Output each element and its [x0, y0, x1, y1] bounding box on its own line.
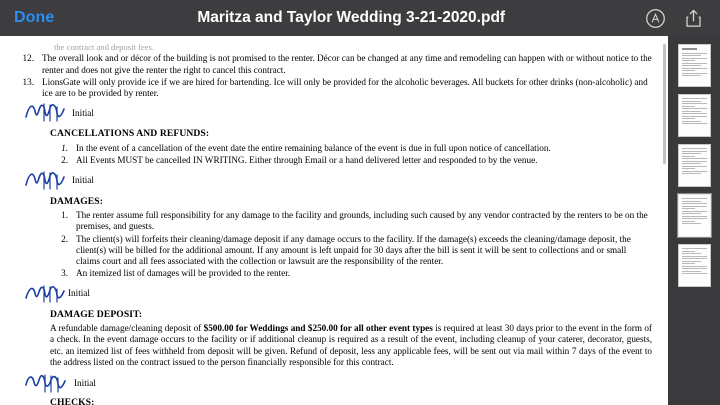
- list-item-text: LionsGate will only provide ice if we are hired for bartending. Ice will only be provided for the alcoholic beverages. All buckets for other drinks (non-alcoholic) and ice are to be provided by renter.: [42, 76, 648, 99]
- list-item: [50, 210, 652, 232]
- list-item: [16, 53, 652, 75]
- list-item-number: 2.: [61, 233, 68, 244]
- damage-deposit-text-after: is required at least 30 days prior to the event in the form of a check. In the event damage occurs to the facility or if additional cleanup is required as a result of the event, including cleanup of your caterer, decorator, guests, etc. an itemized list of fees withheld from deposit will be given. Refund of deposit, less any applicable fees, will be sent out via mail within 7 days of the event to the address listed on the contract issued to the person financially responsible for this contract.: [50, 323, 652, 367]
- damage-deposit-paragraph: [50, 323, 652, 368]
- list-item-number: 3.: [61, 268, 68, 279]
- list-item-text: An itemized list of damages will be provided to the renter.: [76, 268, 291, 279]
- share-icon[interactable]: [682, 7, 704, 29]
- list-item: [50, 155, 652, 166]
- markup-circle-icon[interactable]: [644, 7, 666, 29]
- initial-label: Initial: [72, 108, 94, 119]
- section-heading-damages: DAMAGES:: [50, 195, 104, 207]
- page-thumbnail[interactable]: [678, 144, 711, 187]
- list-item-number: 1.: [61, 210, 68, 221]
- initial-label: Initial: [72, 175, 94, 186]
- toolbar: [0, 0, 720, 36]
- initial-field[interactable]: [16, 281, 652, 301]
- initial-label: Initial: [74, 377, 96, 388]
- list-item-text: In the event of a cancellation of the event date the entire remaining balance of the event is due in full upon notice of cancellation.: [76, 143, 551, 154]
- damage-deposit-amounts: $500.00 for Weddings and $250.00 for all other event types: [203, 323, 433, 334]
- initial-field[interactable]: [16, 370, 652, 390]
- list-item: [50, 234, 652, 268]
- toolbar-actions: [644, 7, 710, 29]
- numbered-list-top: [16, 53, 652, 99]
- damages-list: [50, 210, 652, 279]
- list-item-number: 2.: [61, 155, 68, 166]
- page-thumbnail-selected[interactable]: [678, 194, 711, 237]
- list-item-number: 1.: [61, 143, 68, 154]
- done-button[interactable]: Done: [14, 9, 55, 26]
- page-thumbnail[interactable]: [678, 44, 711, 87]
- signature-mark: [24, 167, 76, 191]
- damage-deposit-text-before: A refundable damage/cleaning deposit of: [50, 323, 204, 334]
- page-thumbnail-rail[interactable]: [668, 36, 720, 405]
- section-heading-cancellations: CANCELLATIONS AND REFUNDS:: [50, 128, 210, 140]
- list-item-text: The client(s) will forfeits their cleaning/damage deposit if any damage occurs to the facility. If the damage(s) exceeds the cleaning/damage deposit, the client(s) will be billed for the additional amount. If any amount is left unpaid for 30 days after the bill is sent it will be sent to collections and or small claims court and all fees associated with the collection or lawsuit are the responsibility of the renter.: [76, 233, 631, 267]
- list-item: [16, 77, 652, 99]
- initial-field[interactable]: [16, 168, 652, 188]
- page-thumbnail[interactable]: [678, 244, 711, 287]
- section-heading-damage-deposit: DAMAGE DEPOSIT:: [50, 308, 143, 320]
- vertical-scrollbar[interactable]: [663, 44, 666, 164]
- list-item-number: 13.: [22, 76, 34, 87]
- list-item-number: 12.: [22, 53, 34, 64]
- list-item-text: The renter assume full responsibility for any damage to the facility and grounds, including such caused by any vendor contracted by the renters to be on the premises, and guests.: [76, 210, 648, 232]
- initial-field[interactable]: [16, 100, 652, 120]
- signature-mark: [24, 369, 76, 393]
- cut-off-text: the contract and deposit fees.: [54, 42, 154, 52]
- section-heading-checks: CHECKS:: [50, 397, 95, 405]
- list-item-text: The overall look and or décor of the building is not promised to the renter. Décor can be changed at any time and remodeling can happen with or without notice to the renter and does not give the renter the right to cancel this contract.: [42, 53, 652, 75]
- document-title: Maritza and Taylor Wedding 3-21-2020.pdf: [197, 9, 506, 26]
- list-item: [50, 268, 652, 279]
- list-item: [50, 143, 652, 154]
- list-item-text: All Events MUST be cancelled IN WRITING. Either through Email or a hand delivered letter and responded to by the venue.: [76, 155, 538, 166]
- initial-label: Initial: [68, 288, 90, 299]
- cancellations-list: [50, 143, 652, 166]
- page-thumbnail[interactable]: [678, 94, 711, 137]
- document-page[interactable]: [0, 36, 668, 405]
- signature-mark: [24, 99, 76, 123]
